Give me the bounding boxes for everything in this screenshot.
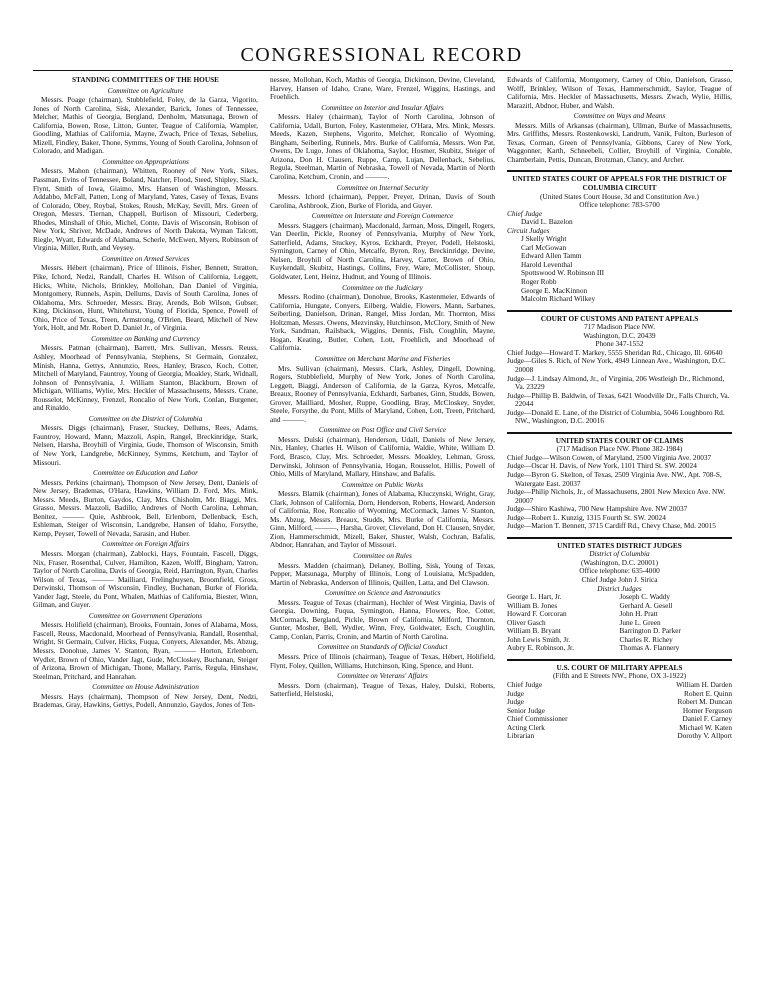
circuit-judge-name: Spottswood W. Robinson III: [521, 268, 605, 278]
judge-entry: Chief Judge—Wilson Cowen, of Maryland, 2500 Virginia Ave. 20037: [507, 452, 712, 462]
district-judges-left: [507, 593, 620, 653]
court-title: UNITED STATES DISTRICT JUDGES: [507, 537, 732, 551]
judge-entry: Judge—Marion T. Bennett, 3715 Cardiff Rd., Chevy Chase, Md. 20015: [507, 521, 716, 531]
committee-members: Messrs. Hays (chairman), Thompson of New Jersey, Dent, Nedzi, Brademas, Gray, Hawkins, Gettys, Podell, Annunzio, Gaydos, Jones of Ten-: [33, 691, 258, 710]
district-judge-name: Charles R. Richey: [619, 634, 673, 644]
committee-heading: Committee on Agriculture: [107, 85, 184, 95]
committee-list-1: [33, 87, 258, 710]
staff-name: William H. Darden: [676, 680, 732, 689]
column-2: [270, 76, 495, 699]
committee-list-2: [270, 104, 495, 699]
court-address: Washington, D.C. 20439: [583, 330, 656, 340]
continued-text: Edwards of California, Montgomery, Carney of Ohio, Danielson, Grasso, Wolff, Brinkley, Wilson of Texas, Hammerschmidt, Saylor, Teague of California, Mrs. Heckler of Massachusetts, Messrs. Zwach, Wylie, Hillis, Marazitl, Abdnor, Huber, and Walsh.: [507, 75, 732, 110]
court-address: 717 Madison Place NW.: [583, 322, 656, 332]
committee-members: Messrs. Teague of Texas (chairman), Hechler of West Virginia, Davis of Georgia, Downing, Fuqua, Symington, Hanna, Flowers, Roe, Cotter, McCormack, Bergland, Pickle, Brown of California, Milford, Thornton, Gunter, Mosher, Bell, Wydler, Winn, Frey, Goldwater, Esch, Coughlin, Camp, Conlan, Parris, Cronin, and Martin of North Carolina.: [270, 597, 495, 641]
committee-members: Messrs. Price of Illinois (chairman), Teague of Texas, Hébert, Holifield, Flynt, Foley, Quillen, Williams, Hutchinson, King, Spence, and Hunt.: [270, 652, 495, 670]
district-judges-right: [620, 593, 733, 653]
court-of-claims: [507, 432, 732, 531]
committee-heading: Committee on Standards of Official Conduct: [317, 642, 448, 652]
continued-text: nessee, Mollohan, Koch, Mathis of Georgia, Dickinson, Devine, Cleveland, Harvey, Hansen of Idaho, Crane, Ware, Frenzel, Wiggins, Hastings, and Froehlich.: [270, 75, 495, 102]
committee-heading: Committee on Ways and Means: [573, 111, 666, 121]
court-of-appeals-dc: [507, 170, 732, 303]
staff-role: Chief Judge: [507, 680, 543, 689]
committee-members: Messrs. Mills of Arkansas (chairman), Ullman, Burke of Massachusetts, Mrs. Griffiths, Messrs. Rostenkowski, Landrum, Vanik, Fulton, Burleson of Texas, Corman, Green of Pennsylvania, Gibbons, Carey of New York, Waggonner, Karth, Schneebeli, Collier, Broyhill of Virginia, Conable, Chamberlain, Pettis, Duncan, Brotzman, Clancy, and Archer.: [507, 120, 732, 164]
committee-heading: Committee on Education and Labor: [93, 468, 198, 478]
court-of-customs: [507, 310, 732, 426]
committee-members: Messrs. Rodino (chairman), Donohue, Brooks, Kastenmeier, Edwards of California, Hungate, Conyers, Eilberg, Waldie, Flowers, Mann, Sarbanes, Seiberling, Danielson, Drinan, Rangel, Miss Jordan, Mr. Thornton, Miss Holtzman, Messrs. Owens, Mezvinsky, Hutchinson, McClory, Smith of New York, Sandman, Railsback, Wiggins, Dennis, Fish, Coughlin, Mayne, Hogan, Keating, Butler, Cohen, Lott, Froehlich, and Moorhead of California.: [270, 292, 495, 353]
circuit-judge-name: J Skelly Wright: [521, 234, 567, 244]
committee-members: Messrs. Dulski (chairman), Henderson, Udall, Daniels of New Jersey, Nix, Hanley, Charles H. Wilson of California, Waldie, White, William D. Ford, Brasco, Clay, Mrs. Schroeder, Messrs. Moakley, Lehman, Gross, Derwinski, Johnson of Pennsylvania, Hogan, Rousselot, Hillis, Powell of Ohio, Mills of Maryland, Mallary, Hinshaw, and Bafalis.: [270, 434, 495, 479]
circuit-judge-name: Malcolm Richard Wilkey: [521, 294, 596, 304]
court-address: (717 Madison Place NW. Phone 382-1984): [556, 444, 683, 454]
committee-members: Messrs. Blatnik (chairman), Jones of Alabama, Kluczynski, Wright, Gray, Clark, Johnson of California, Dorn, Henderson, Roberts, Howard, Anderson of California, Roe, Roncalio of Wyoming, McCormack, James V. Stanton, Ms. Abzug, Messrs. Breaux, Studds, Mrs. Burke of California, Messrs. Ginn, Milford, ———, Harsha, Grover, Cleveland, Don H. Clausen, Snyder, Zion, Hammerschmidt, Mizell, Baker, Shuster, Walsh, Cochran, Bafalis, Abdnor, Hanrahan, and Taylor of Missouri.: [270, 489, 495, 550]
district-judge-name: Oliver Gasch: [507, 617, 546, 627]
military-staff-list: [507, 681, 732, 741]
staff-role: Acting Clerk: [507, 722, 545, 732]
circuit-judge-name: George E. MacKinnon: [521, 285, 588, 295]
circuit-judge-name: Roger Robb: [521, 277, 557, 287]
column-1: [33, 76, 258, 710]
main-heading: STANDING COMMITTEES OF THE HOUSE: [71, 75, 220, 84]
committee-members: Messrs. Perkins (chairman), Thompson of New Jersey, Dent, Daniels of New Jersey, Brademas, O'Hara, Hawkins, William D. Ford, Mrs. Mink, Messrs. Meeds, Burton, Gaydos, Clay, Mrs. Chisholm, Mr. Biaggi, Mrs. Grasso, Messrs. Mazzoli, Badillo, Andrews of North Carolina, Lehman, Benitez, ——— Quie, Ashbrook, Bell, Erlenborn, Dellenback, Esch, Eshleman, Steiger of Wisconsin, Landgrebe, Hansen of Idaho, Forsythe, Kemp, Peyser, Towell of Nevada, Sarasin, and Huber.: [33, 477, 258, 538]
district-judge-name: Joseph C. Waddy: [619, 592, 671, 602]
staff-name: Homer Ferguson: [682, 705, 732, 715]
committee-heading: Committee on Appropriations: [102, 156, 189, 166]
committee-members: Mrs. Sullivan (chairman), Messrs. Clark, Ashley, Dingell, Downing, Rogers, Stubblefield, Murphy of New York, Jones of North Carolina, Leggett, Biaggi, Anderson of California, de la Garza, Kyros, Metcalfe, Breaux, Rooney of Pennsylvania, Eckhardt, Sarbanes, Ginn, Studds, Bowen, Grover, Mailliard, Mosher, Ruppe, Goodling, Bray, McCloskey, Snyder, Steele, Forsythe, du Pont, Mills of Maryland, Cohen, Lott, Treen, Pritchard, and ———.: [270, 363, 495, 424]
district-judge-name: Barrington D. Parker: [619, 626, 681, 636]
staff-role: Judge: [507, 688, 525, 698]
committee-heading: Committee on Public Works: [341, 479, 424, 489]
committee-heading: Committee on Interior and Insular Affairs: [321, 102, 444, 112]
circuit-judges-label: Circuit Judges: [507, 225, 550, 235]
committee-members: Messrs. Staggers (chairman), Macdonald, Jarman, Moss, Dingell, Rogers, Van Deerlin, Pickle, Rooney of Pennsylvania, Murphy of New York, Satterfield, Adams, Stuckey, Kyros, Eckhardt, Preyer, Podell, Helstoski, Symington, Carney of Ohio, Metcalfe, Byron, Roy, Breckinridge, Devine, Nelsen, Broyhill of North Carolina, Harvey, Carter, Brown of Ohio, Kuykendall, Skubitz, Hastings, Collins, Frey, Ware, McCollister, Shoup, Goldwater, Lent, Heinz, Hudnut, and Young of Illinois.: [270, 220, 495, 282]
judge-entry: Judge—Shiro Kashiwa, 700 New Hampshire Ave. NW 20037: [507, 504, 688, 514]
staff-name: Robert M. Duncan: [677, 697, 732, 707]
district-judges-label: District Judges: [597, 583, 642, 593]
district-judge-name: Gerhard A. Gesell: [619, 600, 673, 610]
district-judge-name: William B. Bryant: [507, 626, 561, 636]
chief-judge-label: Chief Judge: [507, 208, 543, 218]
district-name: District of Columbia: [589, 549, 650, 559]
committee-heading: Committee on Internal Security: [336, 182, 429, 192]
district-judges-grid: [507, 593, 732, 653]
judge-entry: Chief Judge—Howard T. Markey, 5555 Sheridan Rd., Chicago, Ill. 60640: [507, 347, 723, 357]
committee-heading: Committee on Banking and Currency: [91, 333, 200, 343]
judge-entry: Judge—Giles S. Rich, of New York, 4949 Linnean Ave., Washington, D.C. 20008: [507, 356, 726, 374]
committee-members: Messrs. Diggs (chairman), Fraser, Stuckey, Dellums, Rees, Adams, Fauntroy, Howard, Mann, Mazzoli, Aspin, Rangel, Breckinridge, Stark, Nelsen, Harsha, Broyhill of Virginia, Gude, Thomson of Wisconsin, Smith of New York, Landgrebe, McKinney, Symms, Ketchum, and Taylor of Missouri.: [33, 423, 258, 467]
district-judges: [507, 537, 732, 653]
committee-heading: Committee on Government Operations: [88, 610, 203, 620]
committee-heading: Committee on Armed Services: [101, 253, 190, 263]
committee-heading: Committee on Rules: [353, 550, 412, 560]
committee-heading: Committee on the Judiciary: [342, 282, 423, 292]
committee-members: Messrs. Poage (chairman), Stubblefield, Foley, de la Garza, Vigorito, Jones of North Carolina, Sisk, Alexander, Barick, Jones of Tennessee, Melcher, Mathis of Georgia, Bergland, Denholm, Matsunaga, Brown of California, Bowen, Rose, Litton, Gunter, Teague of California, Wampler, Goodling, Mathias of California, Mayne, Zwach, Price of Texas, Sebelius, Mizell, Findley, Baker, Thone, Symms, Young of South Carolina, Johnson of Colorado, and Madigan.: [33, 95, 258, 156]
court-address: (United States Court House, 3d and Constitution Ave.): [540, 191, 699, 201]
district-judge-name: William B. Jones: [507, 600, 558, 610]
committee-members: Messrs. Patman (chairman), Barrett, Mrs. Sullivan, Messrs. Reuss, Ashley, Moorhead of Pennsylvania, Stephens, St Germain, Gonzalez, Minish, Hanna, Gettys, Annunzio, Rees, Hanley, Brasco, Koch, Cotter, Mitchell of Maryland, Fauntroy, Young of Georgia, Moakley, Stark, Widnall, Johnson of Pennsylvania, J. William Stanton, Blackburn, Brown of Michigan, Williams, Wylie, Mrs. Heckler of Massachusetts, Messrs. Crane, Rousselot, McKinney, Frenzel, Roncalio of New York, Conlan, Burgener, and Rinaldo.: [33, 343, 258, 413]
staff-role: Chief Commissioner: [507, 714, 568, 724]
committee-heading: Committee on Veterans' Affairs: [337, 671, 428, 681]
court-title: UNITED STATES COURT OF CLAIMS: [507, 432, 732, 446]
circuit-judge-name: Harold Leventhal: [521, 259, 573, 269]
district-judge-name: Howard F. Corcoran: [507, 609, 567, 619]
court-phone: Phone 347-1552: [595, 339, 644, 349]
page-title: CONGRESSIONAL RECORD: [240, 44, 523, 66]
judge-entry: Judge—Byron G. Skelton, of Texas, 2509 Virginia Ave. NW., Apt. 708-S, Watergate East. 20037: [507, 469, 722, 488]
chief-judge-name: David L. Bazelon: [521, 217, 573, 227]
judge-entry: Judge—Philip Nichols, Jr., of Massachusetts, 2801 New Mexico Ave. NW. 20007: [507, 487, 726, 505]
chief-judge-name: Chief Judge John J. Sirica: [581, 574, 658, 584]
district-judge-name: John H. Pratt: [619, 609, 658, 619]
district-judge-name: June L. Green: [619, 617, 661, 627]
staff-row: [507, 732, 732, 741]
staff-role: Librarian: [507, 731, 535, 741]
committee-heading: Committee on Foreign Affairs: [101, 539, 190, 549]
column-3: [507, 76, 732, 741]
committee-heading: Committee on Post Office and Civil Service: [318, 425, 447, 435]
staff-role: Judge: [507, 697, 525, 707]
committee-heading: Committee on the District of Columbia: [88, 413, 203, 423]
committee-members: Messrs. Hébert (chairman), Price of Illinois, Fisher, Bennett, Stratton, Pike, Ichord, Nedzi, Randall, Charles H. Wilson of California, Leggett, Hicks, White, Nichols, Brinkley, Mollohan, Dan Daniel of Virginia, Montgomery, Runnels, Aspin, Dellums, Davis of South Carolina, Jones of Oklahoma, Mrs. Schroeder, Messrs. Bray, Arends, Bob Wilson, Gubser, King, Dickinson, Hunt, Whitehurst, Young of Florida, Spence, Powell of Ohio, Price of Texas, Treen, Armstrong, O'Brien, Beard, Mitchell of New York, Holt, and Mr. Robert D. Daniel Jr., of Virginia.: [33, 263, 258, 333]
committee-members: Messrs. Mahon (chairman), Whitten, Rooney of New York, Sikes, Passman, Evins of Tennessee, Boland, Natcher, Flood, Steed, Shipley, Slack, Flynt, Smith of Iowa, Giaimo, Mrs. Hansen of Washington, Messrs. Addabbo, McFall, Patten, Long of Maryland, Yates, Casey of Texas, Evans of Colorado, Obey, Roybal, Stokes, Roush, McKay, Sevill, Mrs. Green of Oregon, Messrs. Tiernan, Chappell, Burlison of Missouri, Cederberg, Rhodes, Minshall of Ohio, Michel, Conte, Davis of Wisconsin, Robison of New York, Shriver, McDade, Andrews of North Dakota, Wyman Talcott, Riegle, Wyatt, Edwards of Alabama, Scherle, McEwen, Myers, Robinson of Virginia, Miller, Ruth, and Veysey.: [33, 166, 258, 253]
committee-members: Messrs. Madden (chairman), Delaney, Bolling, Sisk, Young of Texas, Pepper, Matsunaga, Murphy of Illinois, Long of Louisiana, McSpadden, Martin of Nebraska, Anderson of Illinois, Quillen, Latta, and Del Clawson.: [270, 560, 495, 587]
district-judge-name: Thomas A. Flannery: [619, 643, 680, 653]
court-address: (Washington, D.C. 20001): [580, 557, 659, 567]
committee-members: Messrs. Holifield (chairman), Brooks, Fountain, Jones of Alabama, Moss, Fascell, Reuss, Macdonald, Moorhead of Pennsylvania, Randall, Rosenthal, Wright, St Germain, Culver, Hicks, Fuqua, Conyers, Alexander, Ms. Abzug, Messrs. Donohue, James V. Stanton, Ryan, ——— Horton, Erlenborn, Wydler, Brown of Ohio, Vander Jagt, Gude, McCloskey, Buchanan, Steiger of Arizona, Brown of Michigan, Thone, Mallary, Parris, Regula, Hinshaw, Steelman, Pritchard, and Hanrahan.: [33, 620, 258, 681]
circuit-judge-name: Carl McGowan: [521, 242, 567, 252]
customs-judges-list: [507, 349, 732, 426]
committee-heading: Committee on Merchant Marine and Fisheries: [314, 353, 451, 363]
staff-name: Daniel F. Carney: [682, 714, 732, 724]
court-title: U.S. COURT OF MILITARY APPEALS: [507, 659, 732, 673]
page-header: [0, 0, 763, 68]
court-title: UNITED STATES COURT OF APPEALS FOR THE DISTRICT OF COLUMBIA CIRCUIT: [507, 170, 732, 192]
court-phone: Office telephone: 635-4000: [579, 566, 660, 576]
district-judge-name: John Lewis Smith, Jr.: [507, 634, 571, 644]
committee-heading: Committee on Science and Astronautics: [324, 588, 441, 598]
committee-members: Messrs. Ichord (chairman), Pepper, Preyer, Drinan, Davis of South Carolina, Ashbrook, Zion, Burke of Florida, and Guyer.: [270, 192, 495, 210]
court-title: COURT OF CUSTOMS AND PATENT APPEALS: [507, 310, 732, 324]
staff-name: Michael W. Katen: [679, 722, 732, 732]
district-judge-name: George L. Hart, Jr.: [507, 592, 562, 602]
staff-name: Robert E. Quinn: [683, 688, 732, 698]
staff-name: Dorothy V. Allport: [677, 731, 732, 741]
header-rule: [33, 70, 733, 71]
judge-entry: Judge—Oscar H. Davis, of New York, 1101 Third St. SW. 20024: [507, 461, 697, 471]
circuit-judge-name: Edward Allen Tamm: [521, 251, 582, 261]
court-phone: Office telephone: 783-5700: [579, 200, 660, 210]
committee-members: Messrs. Morgan (chairman), Zablocki, Hays, Fountain, Fascell, Diggs, Nix, Fraser, Rosenthal, Culver, Hamilton, Kazen, Wolff, Bingham, Yatron, Taylor of North Carolina, Davis of Georgia, Reid, Harrington, Ryan, Charles Wilson of Texas, ——— Mailliard, Frelinghuysen, Broomfield, Gross, Derwinski, Thomson of Wisconsin, Findley, Buchanan, Burke of Florida, Vander Jagt, Steele, du Pont, Whalen, Mathias of California, Biester, Winn, Gilman, and Guyer.: [33, 548, 258, 610]
district-judge-name: Aubry E. Robinson, Jr.: [507, 643, 574, 653]
committee-members: Messrs. Haley (chairman), Taylor of North Carolina, Johnson of California, Udall, Burton, Foley, Kastenmeier, O'Hara, Mrs. Mink, Messrs. Meeds, Kazen, Stephens, Vigorito, Melcher, Roncalio of Wyoming, Bingham, Seiberling, Runnels, Mrs. Burke of California, Messrs. Won Pat, Owens, De Lugo, Jones of Oklahoma, Saylor, Hosmer, Skubitz, Steiger of Arizona, Don H. Clausen, Ruppe, Camp, Lujan, Dellenback, Sebelius, Regula, Steelman, Martin of Nebraska, Towell of Nevada, Martin of North Carolina, Ketchum, Cronin, and ———.: [270, 112, 495, 182]
judge-entry: Judge—Robert L. Kunzig, 1315 Fourth St. SW. 20024: [507, 512, 666, 522]
judge-entry: Judge—J. Lindsay Almond, Jr., of Virginia, 206 Westleigh Dr., Richmond, Va. 23229: [507, 373, 725, 392]
committee-members: Messrs. Dorn (chairman), Teague of Texas, Haley, Dulski, Roberts, Satterfield, Helstoski,: [270, 680, 495, 699]
court-of-military-appeals: [507, 659, 732, 741]
judge-entry: Judge—Donald E. Lane, of the District of Columbia, 5046 Loughboro Rd. NW., Washington, D.C. 20016: [507, 407, 725, 426]
court-address: (Fifth and E Streets NW., Phone, OX 3-1922): [552, 671, 687, 681]
circuit-judges-list: [507, 235, 732, 303]
committee-heading: Committee on House Administration: [92, 682, 199, 692]
staff-role: Senior Judge: [507, 705, 545, 715]
claims-judges-list: [507, 454, 732, 531]
committee-heading: Committee on Interstate and Foreign Commerce: [311, 211, 454, 221]
judge-entry: Judge—Phillip B. Baldwin, of Texas, 6421 Woodville Dr., Falls Church, Va. 22044: [507, 390, 730, 409]
